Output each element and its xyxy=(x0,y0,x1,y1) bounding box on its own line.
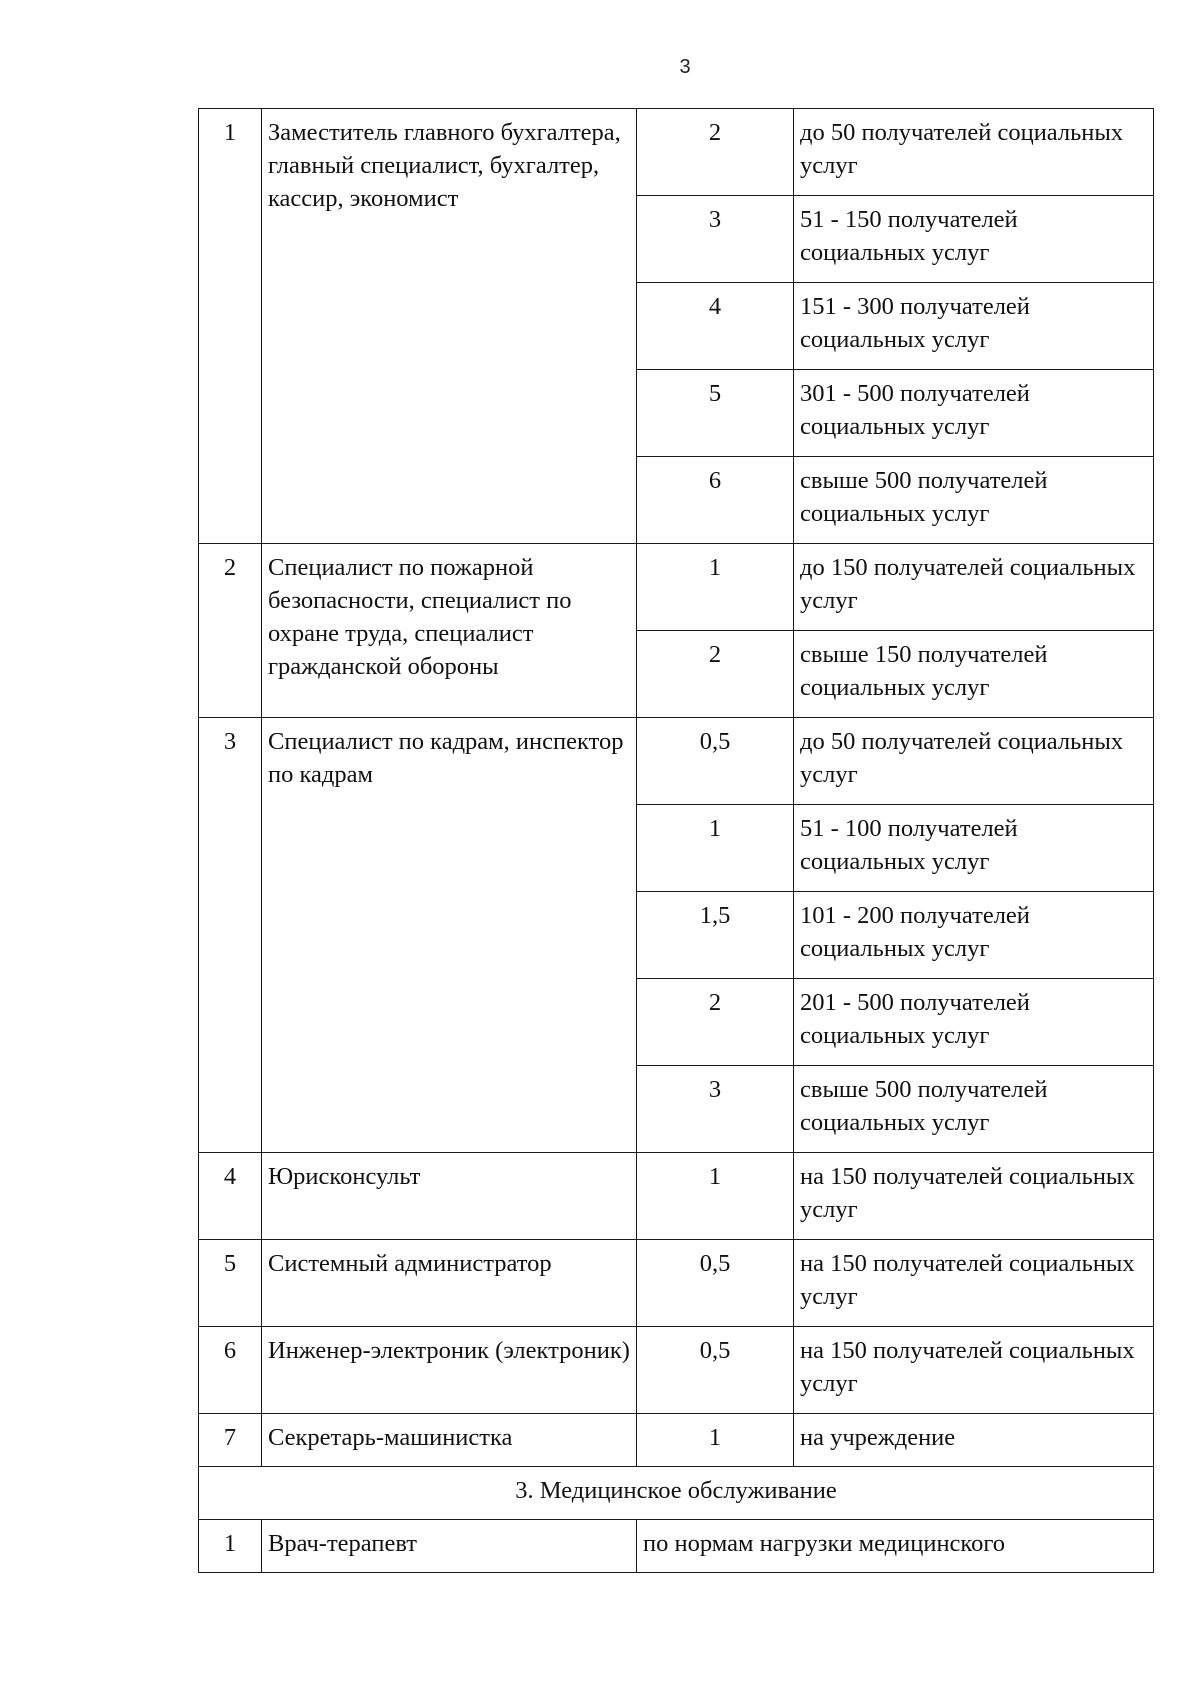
staff-units: 2 xyxy=(637,631,794,718)
staffing-norm: по нормам нагрузки медицинского xyxy=(637,1520,1154,1573)
staffing-condition: на учреждение xyxy=(794,1414,1154,1467)
staffing-condition: 301 - 500 получателей социальных услуг xyxy=(794,370,1154,457)
row-number: 1 xyxy=(199,1520,262,1573)
staffing-condition: 101 - 200 получателей социальных услуг xyxy=(794,892,1154,979)
staff-units: 1 xyxy=(637,1153,794,1240)
staffing-condition: 51 - 100 получателей социальных услуг xyxy=(794,805,1154,892)
table-row xyxy=(199,1240,1154,1327)
staffing-norms-table xyxy=(198,108,1154,1573)
table-row xyxy=(199,1153,1154,1240)
staffing-condition: 151 - 300 получателей социальных услуг xyxy=(794,283,1154,370)
row-number: 7 xyxy=(199,1414,262,1467)
table-row xyxy=(199,1520,1154,1573)
table-row xyxy=(199,109,1154,196)
row-number: 3 xyxy=(199,718,262,1153)
page-number: 3 xyxy=(679,56,691,78)
row-number: 5 xyxy=(199,1240,262,1327)
staffing-condition: до 50 получателей социальных услуг xyxy=(794,109,1154,196)
table-row xyxy=(199,718,1154,805)
section-title: 3. Медицинское обслуживание xyxy=(199,1467,1154,1520)
staffing-condition: свыше 500 получателей социальных услуг xyxy=(794,1066,1154,1153)
position-name: Юрисконсульт xyxy=(262,1153,637,1240)
staff-units: 1,5 xyxy=(637,892,794,979)
staff-units: 4 xyxy=(637,283,794,370)
staffing-condition: 201 - 500 получателей социальных услуг xyxy=(794,979,1154,1066)
staff-units: 0,5 xyxy=(637,1240,794,1327)
staffing-condition: на 150 получателей социальных услуг xyxy=(794,1153,1154,1240)
staffing-condition: на 150 получателей социальных услуг xyxy=(794,1327,1154,1414)
staff-units: 3 xyxy=(637,196,794,283)
section-header-row xyxy=(199,1467,1154,1520)
row-number: 2 xyxy=(199,544,262,718)
position-name: Врач-терапевт xyxy=(262,1520,637,1573)
staffing-condition: свыше 500 получателей социальных услуг xyxy=(794,457,1154,544)
table-row xyxy=(199,1414,1154,1467)
position-name: Секретарь-машинистка xyxy=(262,1414,637,1467)
row-number: 4 xyxy=(199,1153,262,1240)
staff-units: 3 xyxy=(637,1066,794,1153)
staffing-condition: до 50 получателей социальных услуг xyxy=(794,718,1154,805)
staff-units: 5 xyxy=(637,370,794,457)
position-name: Специалист по кадрам, инспектор по кадрам xyxy=(262,718,637,1153)
table-row xyxy=(199,544,1154,631)
staff-units: 0,5 xyxy=(637,718,794,805)
position-name: Системный администратор xyxy=(262,1240,637,1327)
position-name: Специалист по пожарной безопасности, специалист по охране труда, специалист гражданской обороны xyxy=(262,544,637,718)
staff-units: 2 xyxy=(637,109,794,196)
staff-units: 6 xyxy=(637,457,794,544)
staffing-condition: до 150 получателей социальных услуг xyxy=(794,544,1154,631)
row-number: 6 xyxy=(199,1327,262,1414)
staffing-condition: 51 - 150 получателей социальных услуг xyxy=(794,196,1154,283)
position-name: Инженер-электроник (электроник) xyxy=(262,1327,637,1414)
table-row xyxy=(199,1327,1154,1414)
staffing-condition: на 150 получателей социальных услуг xyxy=(794,1240,1154,1327)
staff-units: 2 xyxy=(637,979,794,1066)
position-name: Заместитель главного бухгалтера, главный специалист, бухгалтер, кассир, экономист xyxy=(262,109,637,544)
staff-units: 1 xyxy=(637,805,794,892)
row-number: 1 xyxy=(199,109,262,544)
staff-units: 1 xyxy=(637,544,794,631)
staffing-condition: свыше 150 получателей социальных услуг xyxy=(794,631,1154,718)
staff-units: 1 xyxy=(637,1414,794,1467)
staff-units: 0,5 xyxy=(637,1327,794,1414)
